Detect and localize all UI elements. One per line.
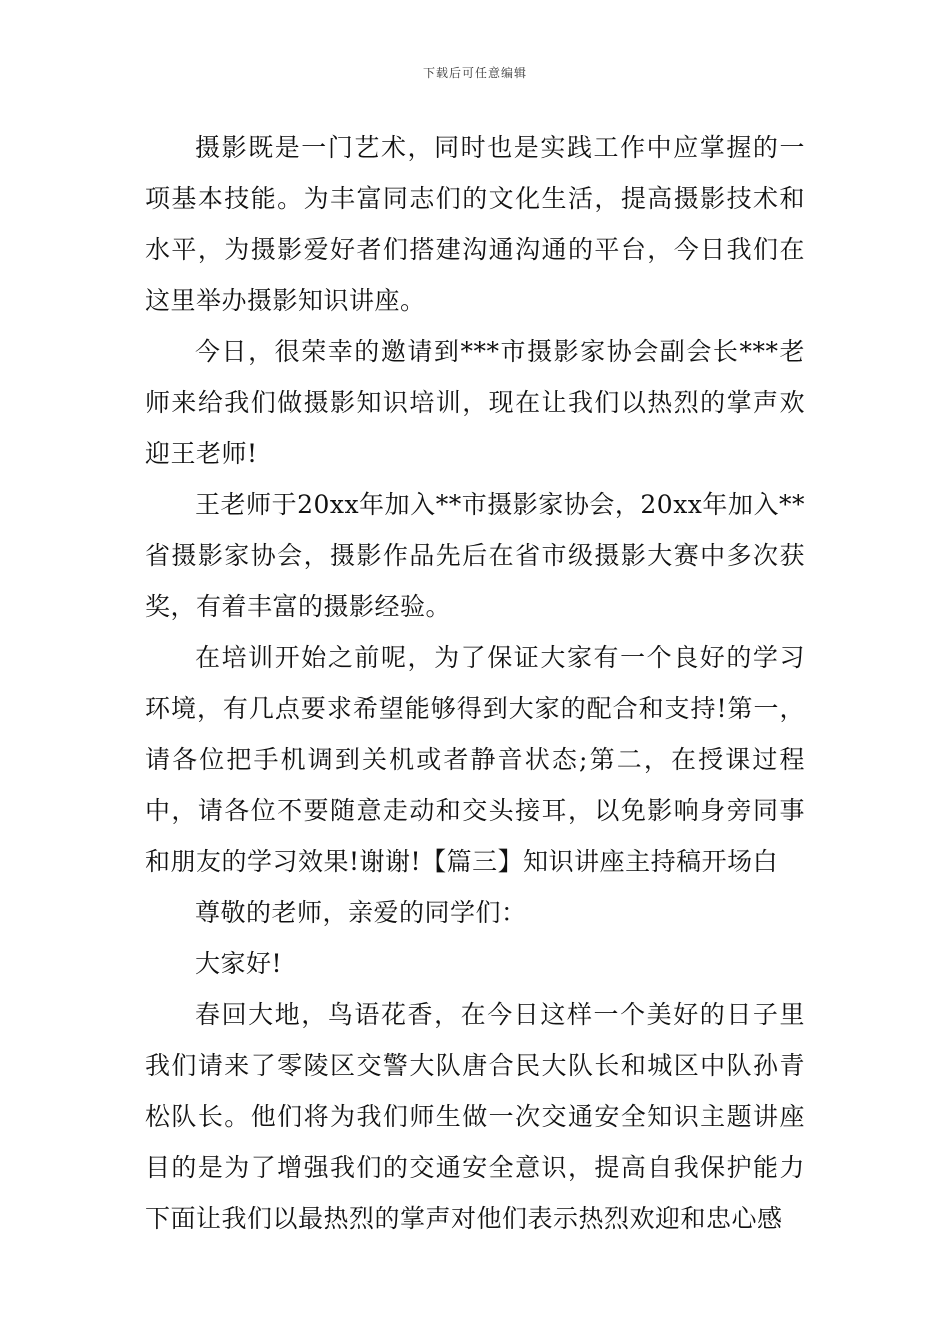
paragraph-invitation: 今日，很荣幸的邀请到***市摄影家协会副会长***老师来给我们做摄影知识培训，现在让我们以热烈的掌声欢迎王老师! <box>145 337 805 468</box>
paragraph-teacher-bio: 王老师于20xx年加入**市摄影家协会，20xx年加入**省摄影家协会，摄影作品先后在省市级摄影大赛中多次获奖，有着丰富的摄影经验。 <box>145 490 805 621</box>
page-header: 下载后可任意编辑 <box>422 66 527 80</box>
paragraph-salutation: 尊敬的老师，亲爱的同学们： <box>195 898 527 927</box>
paragraph-opening: 春回大地，鸟语花香，在今日这样一个美好的日子里我们请来了零陵区交警大队唐合民大队长和城区中队孙青松队长。他们将为我们师生做一次交通安全知识主题讲座目的是为了增强我们的交通安全意识，提高自我保护能力下面让我们以最热烈的掌声对他们表示热烈欢迎和忠心感 <box>145 1000 805 1233</box>
paragraph-greeting: 大家好! <box>195 949 283 978</box>
document-body <box>145 122 805 1244</box>
paragraph-intro: 摄影既是一门艺术，同时也是实践工作中应掌握的一项基本技能。为丰富同志们的文化生活，提高摄影技术和水平，为摄影爱好者们搭建沟通沟通的平台，今日我们在这里举办摄影知识讲座。 <box>145 133 805 315</box>
paragraph-requirements: 在培训开始之前呢，为了保证大家有一个良好的学习环境，有几点要求希望能够得到大家的配合和支持!第一，请各位把手机调到关机或者静音状态;第二，在授课过程中，请各位不要随意走动和交头接耳，以免影响身旁同事和朋友的学习效果!谢谢!【篇三】知识讲座主持稿开场白 <box>145 643 805 876</box>
